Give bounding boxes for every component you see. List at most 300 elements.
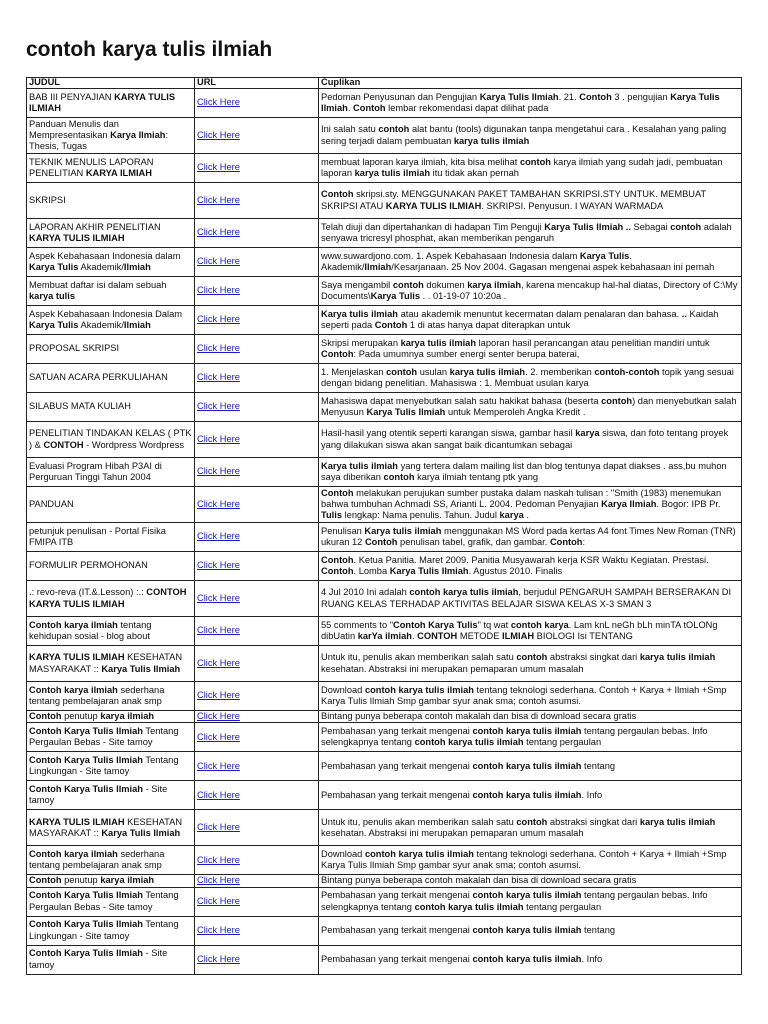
cell-judul — [27, 846, 195, 875]
text-segment: : Thesis, Tugas — [29, 129, 169, 152]
cell-cuplikan — [319, 306, 742, 335]
text-segment: PROPOSAL SKRIPSI — [29, 343, 120, 354]
bold-text: Karya Tulis Ilmiah — [366, 407, 446, 417]
text-segment: dokumen — [423, 279, 468, 290]
table-row — [27, 646, 742, 682]
cell-cuplikan — [319, 711, 742, 723]
table-body — [27, 89, 742, 975]
cell-url — [195, 617, 319, 646]
text-segment: 4 Jul 2010 Ini adalah — [321, 587, 410, 598]
bold-text: Contoh — [321, 487, 354, 498]
text-segment: lengkap: Nama penulis. Tahun. Judul — [342, 510, 500, 521]
text-segment: . Ketua Panitia. Maret 2009. Panitia Musyawarah kerja KSR Waktu Kegiatan. Prestasi. — [353, 554, 709, 565]
cell-url — [195, 393, 319, 422]
bold-text: Contoh — [549, 537, 583, 547]
cell-judul — [27, 875, 195, 887]
text-segment: METODE — [457, 631, 503, 641]
text-segment: Membuat daftar isi dalam sebuah — [29, 279, 167, 290]
table-row — [27, 682, 742, 711]
text-segment: laporan hasil perancangan atau penelitian mandiri untuk — [476, 337, 710, 348]
text-segment: . — [411, 631, 418, 641]
bold-text: Contoh — [321, 566, 354, 576]
bold-text: Contoh Karya Tulis Ilmiah — [29, 919, 143, 930]
text-segment: Aspek Kebahasaan Indonesia Dalam — [29, 308, 182, 319]
bold-text: CONTOH — [417, 631, 458, 641]
text-segment: Untuk itu, penulis akan memberikan salah satu — [321, 652, 517, 663]
text-segment: KESEHATAN MASYARAKAT :: — [29, 652, 183, 674]
cell-cuplikan — [319, 458, 742, 487]
text-segment: membuat laporan karya ilmiah, kita bisa melihat — [321, 156, 520, 167]
click-here-link[interactable]: Click Here — [197, 625, 240, 636]
click-here-link[interactable]: Click Here — [197, 711, 240, 721]
bold-text: Contoh karya ilmiah — [29, 619, 118, 630]
text-segment: itu tidak akan pernah — [430, 168, 519, 178]
bold-text: Karya Tulis Ilmiah — [101, 827, 181, 838]
bold-text: .. — [681, 308, 687, 319]
bold-text: Karya Tulis — [29, 320, 79, 330]
cell-cuplikan — [319, 183, 742, 219]
text-segment: tentang teknologi sederhana. Contoh + Karya + Ilmiah +Smp Karya Tulis Ilmiah Smp gambar syur anak sma; contoh asumsi. — [321, 849, 727, 871]
cell-judul — [27, 781, 195, 810]
cell-judul — [27, 887, 195, 916]
bold-text: Contoh — [29, 711, 62, 721]
bold-text: Contoh Karya Tulis Ilmiah — [29, 890, 143, 901]
bold-text: Karya Tulis Ilmiah — [321, 91, 720, 113]
click-here-link[interactable]: Click Here — [197, 343, 240, 354]
text-segment: Aspek Kebahasaan Indonesia dalam — [29, 250, 181, 261]
cell-url — [195, 335, 319, 364]
text-segment: ) dan menyebutkan salah Menyusun — [321, 395, 737, 417]
bold-text: Contoh — [321, 349, 354, 359]
bold-text: Contoh Karya Tulis Ilmiah — [29, 948, 143, 959]
click-here-link[interactable]: Click Here — [197, 789, 240, 800]
bold-text: CONTOH — [43, 439, 84, 450]
text-segment: menggunakan MS Word pada kertas A4 font Times New Roman (TNR) ukuran 12 — [321, 525, 736, 547]
click-here-link[interactable]: Click Here — [197, 401, 240, 412]
table-row — [27, 723, 742, 752]
text-segment: . SKRIPSI. Penyusun. I WAYAN WARMADA — [481, 200, 664, 211]
text-segment: . Agustus 2010. Finalis — [468, 566, 563, 576]
cell-cuplikan — [319, 248, 742, 277]
bold-text: Contoh — [364, 537, 398, 547]
cell-cuplikan — [319, 581, 742, 617]
click-here-link[interactable]: Click Here — [197, 657, 240, 668]
bold-text: CONTOH KARYA TULIS ILMIAH — [29, 587, 187, 609]
table-header-row — [27, 78, 742, 89]
table-row — [27, 422, 742, 458]
bold-text: karya tulis ilmiah — [639, 652, 716, 663]
text-segment: 3 . pengujian — [611, 91, 671, 102]
table-row — [27, 458, 742, 487]
text-segment: Pedoman Penyusunan dan Pengujian — [321, 91, 480, 102]
cell-cuplikan — [319, 422, 742, 458]
header-judul: JUDUL — [27, 78, 195, 89]
bold-text: Karya Ilmiah — [110, 129, 166, 140]
table-row — [27, 846, 742, 875]
click-here-link[interactable]: Click Here — [197, 854, 240, 865]
bold-text: Karya Tulis — [579, 250, 630, 261]
bold-text: Karya Tulis — [29, 262, 79, 272]
cell-cuplikan — [319, 487, 742, 523]
table-row — [27, 219, 742, 248]
text-segment: . — [523, 510, 529, 521]
bold-text: karya ilmiah — [100, 711, 155, 721]
click-here-link[interactable]: Click Here — [197, 162, 240, 173]
bold-text: contoh — [519, 156, 551, 167]
text-segment: Bintang punya beberapa contoh makalah dan bisa di download secara gratis — [321, 875, 637, 886]
text-segment: karya ilmiah yang sudah jadi, pembuatan laporan — [321, 156, 723, 178]
cell-cuplikan — [319, 219, 742, 248]
bold-text: KARYA ILMIAH — [85, 168, 152, 178]
cell-url — [195, 945, 319, 974]
table-row — [27, 118, 742, 154]
text-segment: PENELITIAN TINDAKAN KELAS ( PTK ) & — [29, 428, 192, 450]
text-segment: Download — [321, 684, 365, 695]
bold-text: contoh — [516, 652, 548, 663]
cell-judul — [27, 752, 195, 781]
text-segment: Akademik/ — [78, 262, 124, 272]
text-segment: sederhana tentang pembelajaran anak smp — [29, 849, 165, 871]
click-here-link[interactable]: Click Here — [197, 314, 240, 325]
bold-text: Contoh Karya Tulis Ilmiah — [29, 726, 143, 736]
text-segment: adalah senyawa tricresyl phosphat, akan memberikan pengaruh — [321, 221, 732, 243]
text-segment: Tentang Pergaulan Bebas - Site tamoy — [29, 890, 179, 912]
cell-cuplikan — [319, 552, 742, 581]
text-segment: tentang pergaulan — [523, 901, 602, 912]
bold-text: contoh-contoh — [594, 366, 660, 377]
text-segment: , berjudul PENGARUH SAMPAH BERSERAKAN DI RUANG KELAS TERHADAP AKTIVITAS BELAJAR SISWA KELAS X-3 SMAN 3 — [321, 587, 732, 609]
cell-cuplikan — [319, 393, 742, 422]
table-row — [27, 552, 742, 581]
click-here-link[interactable]: Click Here — [197, 592, 240, 603]
text-segment: FORMULIR PERMOHONAN — [29, 560, 148, 571]
text-segment: BAB III PENYAJIAN — [29, 91, 115, 102]
text-segment: skripsi.sty. MENGGUNAKAN PAKET TAMBAHAN SKRIPSI.STY UNTUK. MEMBUAT SKRIPSI ATAU — [321, 189, 707, 211]
results-table — [26, 77, 742, 975]
bold-text: contoh karya tulis ilmiah — [472, 726, 582, 736]
text-segment: SKRIPSI — [29, 194, 66, 205]
cell-url — [195, 682, 319, 711]
cell-url — [195, 752, 319, 781]
click-here-link[interactable]: Click Here — [197, 498, 240, 509]
click-here-link[interactable]: Click Here — [197, 531, 240, 542]
bold-text: karya tulis ilmiah — [453, 135, 530, 146]
text-segment: Penulisan — [321, 525, 365, 536]
bold-text: KARYA TULIS ILMIAH — [29, 91, 176, 113]
text-segment: LAPORAN AKHIR PENELITIAN — [29, 221, 161, 232]
bold-text: contoh karya tulis ilmiah — [472, 924, 582, 935]
click-here-link[interactable]: Click Here — [197, 372, 240, 383]
text-segment: PANDUAN — [29, 498, 74, 509]
bold-text: karya tulis ilmiah — [354, 168, 431, 178]
cell-url — [195, 552, 319, 581]
cell-judul — [27, 810, 195, 846]
text-segment: petunjuk penulisan - Portal Fisika FMIPA ITB — [29, 525, 166, 547]
text-segment: " tq wat — [477, 619, 511, 630]
click-here-link[interactable]: Click Here — [197, 760, 240, 771]
cell-cuplikan — [319, 335, 742, 364]
text-segment: . — [347, 103, 354, 113]
text-segment: - Site tamoy — [29, 784, 168, 806]
cell-url — [195, 711, 319, 723]
bold-text: KARYA TULIS ILMIAH — [29, 233, 125, 243]
cell-cuplikan — [319, 523, 742, 552]
cell-cuplikan — [319, 277, 742, 306]
cell-url — [195, 581, 319, 617]
bold-text: Karya tulis ilmiah — [364, 525, 442, 536]
text-segment: tentang pergaulan bebas. Info selengkapnya tentang — [321, 726, 708, 748]
bold-text: contoh karya tulis ilmiah — [364, 849, 474, 859]
text-segment: lembar rekomendasi dapat dilihat pada — [385, 103, 549, 113]
text-segment: . Bogor: IPB Pr. — [656, 498, 721, 509]
cell-judul — [27, 248, 195, 277]
text-segment: yang tertera dalam mailing list dan blog tentunya dapat diakses . ass,bu muhon saya diberikan — [321, 460, 727, 482]
text-segment: Kaidah seperti pada — [321, 308, 719, 330]
bold-text: Karya tulis ilmiah — [321, 460, 398, 471]
table-row — [27, 581, 742, 617]
header-url: URL — [195, 78, 319, 89]
cell-judul — [27, 458, 195, 487]
table-row — [27, 781, 742, 810]
table-row — [27, 306, 742, 335]
cell-judul — [27, 393, 195, 422]
cell-cuplikan — [319, 646, 742, 682]
bold-text: Contoh — [321, 189, 354, 200]
table-row — [27, 364, 742, 393]
cell-cuplikan — [319, 945, 742, 974]
cell-judul — [27, 646, 195, 682]
text-segment: /Kesarjanaan. 25 Nov 2004. Gagasan mengenai aspek kebahasaan ini pernah — [391, 262, 715, 272]
click-here-link[interactable]: Click Here — [197, 560, 240, 571]
text-segment: : — [582, 537, 586, 547]
text-segment: 1 di atas hanya dapat diterapkan untuk — [407, 320, 571, 330]
table-row — [27, 752, 742, 781]
click-here-link[interactable]: Click Here — [197, 731, 240, 742]
text-segment: Ini salah satu — [321, 124, 379, 135]
cell-url — [195, 487, 319, 523]
cell-cuplikan — [319, 364, 742, 393]
cell-judul — [27, 219, 195, 248]
text-segment: kesehatan. Abstraksi ini merupakan pemaparan umum masalah — [321, 663, 584, 674]
click-here-link[interactable]: Click Here — [197, 953, 240, 964]
table-row — [27, 248, 742, 277]
cell-judul — [27, 364, 195, 393]
text-segment: Pembahasan yang terkait mengenai — [321, 924, 473, 935]
bold-text: Contoh Karya Tulis Ilmiah — [29, 784, 143, 794]
bold-text: KARYA TULIS ILMIAH — [29, 652, 125, 663]
text-segment: . Lomba — [353, 566, 390, 576]
text-segment: . Lam knL neGh bLh minTA tOLONg dibUatin — [321, 619, 718, 641]
click-here-link[interactable]: Click Here — [197, 97, 240, 108]
text-segment: abstraksi singkat dari — [547, 652, 640, 663]
click-here-link[interactable]: Click Here — [197, 194, 240, 205]
text-segment: .: revo-reva (IT.&.Lesson) :.: — [29, 587, 147, 598]
click-here-link[interactable]: Click Here — [197, 924, 240, 935]
text-segment: sederhana tentang pembelajaran anak smp — [29, 684, 165, 706]
bold-text: Ilmiah — [364, 262, 392, 272]
table-row — [27, 487, 742, 523]
text-segment: usulan — [417, 366, 450, 377]
bold-text: contoh — [383, 472, 415, 482]
text-segment: alat bantu (tools) digunakan tanpa mengetahui cara . Kesalahan yang paling sering terjadi dalam pembuatan — [321, 124, 727, 146]
bold-text: Contoh karya ilmiah — [29, 849, 118, 859]
bold-text: Karya Tulis Ilmiah — [101, 663, 181, 674]
text-segment: Sebagai — [630, 221, 671, 232]
cell-judul — [27, 335, 195, 364]
bold-text: Contoh — [321, 554, 354, 565]
click-here-link[interactable]: Click Here — [197, 129, 240, 140]
text-segment: abstraksi singkat dari — [547, 816, 640, 827]
click-here-link[interactable]: Click Here — [197, 227, 240, 238]
bold-text: contoh karya tulis ilmiah — [409, 587, 519, 598]
bold-text: Contoh Karya Tulis Ilmiah — [29, 755, 143, 765]
bold-text: karya ilmiah — [467, 279, 521, 290]
cell-cuplikan — [319, 781, 742, 810]
text-segment: Pembahasan yang terkait mengenai — [321, 890, 473, 901]
cell-url — [195, 422, 319, 458]
text-segment: kesehatan. Abstraksi ini merupakan pemaparan umum masalah — [321, 827, 584, 838]
cell-url — [195, 723, 319, 752]
bold-text: ILMIAH — [502, 631, 535, 641]
cell-judul — [27, 422, 195, 458]
text-segment: penutup — [61, 711, 101, 721]
table-row — [27, 810, 742, 846]
text-segment: penulisan tabel, grafik, dan gambar. — [397, 537, 550, 547]
bold-text: Ilmiah — [123, 320, 151, 330]
cell-url — [195, 118, 319, 154]
table-row — [27, 945, 742, 974]
cell-url — [195, 810, 319, 846]
cell-judul — [27, 154, 195, 183]
text-segment: : Pada umumnya sumber energi senter berupa baterai, — [353, 349, 580, 359]
cell-cuplikan — [319, 617, 742, 646]
bold-text: contoh karya tulis ilmiah — [472, 890, 582, 901]
cell-cuplikan — [319, 118, 742, 154]
text-segment: tentang pergaulan — [523, 737, 602, 748]
table-row — [27, 335, 742, 364]
click-here-link[interactable]: Click Here — [197, 433, 240, 444]
text-segment: tentang — [581, 760, 616, 771]
table-row — [27, 393, 742, 422]
cell-url — [195, 646, 319, 682]
text-segment: atau akademik menuntut kecermatan dalam penalaran dan bahasa. — [398, 308, 682, 319]
bold-text: contoh karya tulis ilmiah — [472, 953, 582, 964]
click-here-link[interactable]: Click Here — [197, 895, 240, 906]
bold-text: KARYA TULIS ILMIAH — [29, 816, 125, 827]
click-here-link[interactable]: Click Here — [197, 690, 240, 701]
cell-cuplikan — [319, 916, 742, 945]
cell-url — [195, 458, 319, 487]
text-segment: Tentang Pergaulan Bebas - Site tamoy — [29, 726, 179, 748]
bold-text: contoh karya tulis ilmiah — [414, 737, 524, 748]
text-segment: tentang pergaulan bebas. Info selengkapnya tentang — [321, 890, 708, 912]
text-segment: Pembahasan yang terkait mengenai — [321, 953, 473, 964]
text-segment: siswa, dan foto tentang proyek yang dilakukan siswa akan sangat baik dicantumkan sebagai — [321, 428, 729, 450]
bold-text: Tulis — [321, 510, 343, 521]
text-segment: . 21. — [558, 91, 580, 102]
table-row — [27, 617, 742, 646]
cell-judul — [27, 306, 195, 335]
table-row — [27, 523, 742, 552]
cell-cuplikan — [319, 89, 742, 118]
bold-text: karya — [575, 428, 600, 439]
bold-text: Contoh — [353, 103, 386, 113]
text-segment: . Info — [581, 953, 603, 964]
cell-judul — [27, 617, 195, 646]
cell-judul — [27, 487, 195, 523]
cell-judul — [27, 945, 195, 974]
bold-text: Karya Tulis Ilmiah — [389, 566, 469, 576]
cell-url — [195, 875, 319, 887]
cell-url — [195, 916, 319, 945]
click-here-link[interactable]: Click Here — [197, 875, 240, 886]
bold-text: contoh karya tulis ilmiah — [414, 901, 524, 912]
bold-text: karya — [499, 510, 524, 521]
table-row — [27, 154, 742, 183]
cell-judul — [27, 682, 195, 711]
cell-judul — [27, 711, 195, 723]
bold-text: Contoh Karya Tulis — [393, 619, 478, 630]
cell-judul — [27, 916, 195, 945]
click-here-link[interactable]: Click Here — [197, 285, 240, 296]
cell-url — [195, 219, 319, 248]
text-segment: Tentang Lingkungan - Site tamoy — [29, 919, 179, 941]
cell-url — [195, 523, 319, 552]
table-row — [27, 887, 742, 916]
cell-judul — [27, 723, 195, 752]
text-segment: 55 comments to " — [321, 619, 394, 630]
cell-url — [195, 183, 319, 219]
bold-text: contoh karya tulis ilmiah — [472, 789, 582, 800]
cell-cuplikan — [319, 154, 742, 183]
cell-cuplikan — [319, 723, 742, 752]
table-row — [27, 89, 742, 118]
bold-text: Contoh — [374, 320, 408, 330]
cell-cuplikan — [319, 682, 742, 711]
bold-text: contoh karya tulis ilmiah — [364, 684, 474, 695]
cell-url — [195, 306, 319, 335]
cell-judul — [27, 552, 195, 581]
bold-text: Karya tulis ilmiah — [321, 308, 398, 319]
click-here-link[interactable]: Click Here — [197, 466, 240, 477]
text-segment: Panduan Menulis dan Mempresentasikan — [29, 118, 119, 140]
text-segment: . 2. memberikan — [525, 366, 595, 377]
text-segment: TEKNIK MENULIS LAPORAN PENELITIAN — [29, 156, 154, 178]
cell-url — [195, 781, 319, 810]
bold-text: Contoh — [29, 875, 62, 886]
text-segment: - Wordpress Wordpress — [83, 439, 184, 450]
text-segment: . Info — [581, 789, 603, 800]
text-segment: karya ilmiah tentang ptk yang — [414, 472, 539, 482]
bold-text: contoh — [386, 366, 418, 377]
click-here-link[interactable]: Click Here — [197, 256, 240, 267]
bold-text: KARYA TULIS ILMIAH — [385, 200, 482, 211]
bold-text: Karya Tulis — [370, 291, 421, 301]
cell-cuplikan — [319, 887, 742, 916]
table-row — [27, 916, 742, 945]
click-here-link[interactable]: Click Here — [197, 822, 240, 833]
bold-text: contoh — [670, 221, 702, 232]
text-segment: SATUAN ACARA PERKULIAHAN — [29, 372, 168, 383]
text-segment: tentang teknologi sederhana. Contoh + Karya + Ilmiah +Smp Karya Tulis Ilmiah Smp gambar syur anak sma; contoh asumsi. — [321, 684, 727, 706]
text-segment: Mahasiswa dapat menyebutkan salah satu hakikat bahasa (beserta — [321, 395, 602, 406]
text-segment: Hasil-hasil yang otentik seperti karangan siswa, gambar hasil — [321, 428, 576, 439]
text-segment: melakukan perujukan sumber pustaka dalam naskah tulisan : "Smith (1983) menemukan bahwa tumbuhan Achmadi SS, Arianti L. 2004. Pedoman Penyajian — [321, 487, 722, 509]
text-segment: 1. Menjelaskan — [321, 366, 387, 377]
text-segment: Untuk itu, penulis akan memberikan salah satu — [321, 816, 517, 827]
cell-url — [195, 277, 319, 306]
cell-cuplikan — [319, 875, 742, 887]
